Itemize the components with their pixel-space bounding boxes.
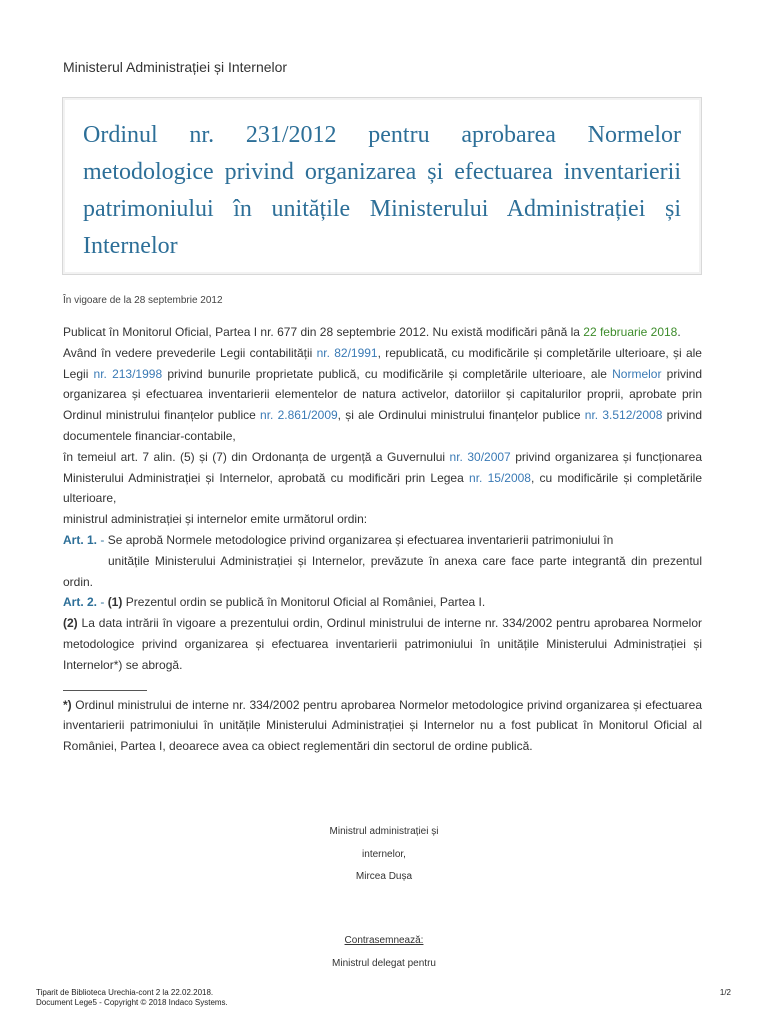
order-link-2861-2009[interactable]: nr. 2.861/2009 — [260, 408, 338, 423]
article-2-paragraph-1: Art. 2. - (1) Prezentul ordin se publică în Monitorul Oficial al României, Partea I. — [63, 595, 486, 610]
article-1-continuation — [63, 551, 702, 593]
in-force-date: În vigoare de la 28 septembrie 2012 — [63, 295, 223, 306]
footnote-text: Ordinul ministrului de interne nr. 334/2002 pentru aprobarea Normelor metodologice privind organizarea și efectuarea inventarierii patrimoniului în unitățile Ministerului Administrației și Internelor nu a fost publicat în Monitorul Oficial al României, Partea I, deoarece avea ca obiect reglementări din sectorul de ordine publică. — [63, 697, 702, 754]
publication-note: Publicat în Monitorul Oficial, Partea I nr. 677 din 28 septembrie 2012. Nu există modificări până la 22 februarie 2018. — [63, 325, 681, 339]
document-title: Ordinul nr. 231/2012 pentru aprobarea Normelor metodologice privind organizarea și efectuarea inventarierii patrimoniului în unitățile Ministerului Administrației și Internelor — [83, 122, 681, 259]
publication-text: Publicat în Monitorul Oficial, Partea I nr. 677 din 28 septembrie 2012. Nu există modificări până la — [63, 325, 584, 339]
preamble-paragraph-1: Având în vedere prevederile Legii contabilității nr. 82/1991, republicată, cu modificările și completările ulterioare, și ale Legii nr. 213/1998 privind bunurile proprietate publică, cu modificările și completările ulterioare, ale Normelor privind organizarea și efectuarea inventarierii elementelor de natura activelor, datoriilor și capitalurilor proprii, aprobate prin Ordinul ministrului finanțelor publice nr. 2.861/2009, și ale Ordinului ministrului finanțelor publice nr. 3.512/2008 privind documentele financiar-contabile, — [63, 345, 703, 443]
print-info: Tiparit de Biblioteca Urechia-cont 2 la 22.02.2018. — [36, 988, 214, 997]
paragraph-number-2: (2) — [63, 616, 78, 631]
page-number: 1/2 — [719, 988, 731, 997]
signature-line-1: Ministrul administrației și — [329, 826, 439, 837]
law-link-15-2008[interactable]: nr. 15/2008 — [469, 470, 531, 485]
signature-line-2: internelor, — [362, 849, 406, 860]
article-1: Art. 1. - Se aprobă Normele metodologice privind organizarea și efectuarea inventarierii patrimoniului în — [63, 532, 614, 547]
article-1-text-a: Se aprobă Normele metodologice privind organizarea și efectuarea inventarierii patrimoniului în — [107, 532, 614, 547]
law-link-213-1998[interactable]: nr. 213/1998 — [93, 366, 163, 381]
print-footer — [36, 988, 228, 1008]
paragraph-number-1: (1) — [107, 595, 123, 610]
countersign-label: Contrasemnează: — [344, 935, 424, 946]
date-link[interactable]: 22 februarie 2018 — [583, 325, 678, 339]
countersign-wrapper — [0, 935, 768, 946]
signatory-name: Mircea Dușa — [355, 871, 413, 882]
article-2-paragraph-2: (2) La data intrării în vigoare a prezentului ordin, Ordinul ministrului de interne nr. 334/2002 pentru aprobarea Normelor metodologice privind organizarea și efectuarea inventarierii patrimoniului în unitățile Ministerului Administrației și Internelor*) se abrogă. — [63, 616, 702, 672]
ordinance-link-30-2007[interactable]: nr. 30/2007 — [449, 449, 511, 464]
article-1-label[interactable]: Art. 1. — [63, 532, 98, 547]
preamble-paragraph-2: în temeiul art. 7 alin. (5) și (7) din Ordonanța de urgență a Guvernului nr. 30/2007 privind organizarea și funcționarea Ministerului Administrației și Internelor, aprobată cu modificări prin Legea nr. 15/2008, cu modificările și completările ulterioare, — [63, 449, 702, 506]
signature-line-4: Ministrul delegat pentru — [332, 958, 436, 969]
enacting-formula: ministrul administrației și internelor emite următorul ordin: — [63, 512, 368, 527]
order-link-3512-2008[interactable]: nr. 3.512/2008 — [584, 408, 663, 423]
article-1-text-b: unitățile Ministerului Administrației și Internelor, prevăzute în anexa care face parte integrantă din prezentul ordin. — [63, 553, 702, 589]
footnote-mark: *) — [63, 697, 72, 712]
law-link-82-1991[interactable]: nr. 82/1991 — [316, 345, 378, 360]
title-box — [62, 97, 702, 275]
footnote-divider — [63, 690, 147, 691]
norms-link[interactable]: Normelor — [612, 366, 662, 381]
document-body — [63, 322, 702, 757]
issuer-name: Ministerul Administrației și Internelor — [63, 59, 288, 75]
footnote — [63, 695, 702, 757]
copyright-info: Document Lege5 - Copyright © 2018 Indaco Systems. — [36, 998, 228, 1007]
article-2-label[interactable]: Art. 2. — [63, 595, 98, 610]
